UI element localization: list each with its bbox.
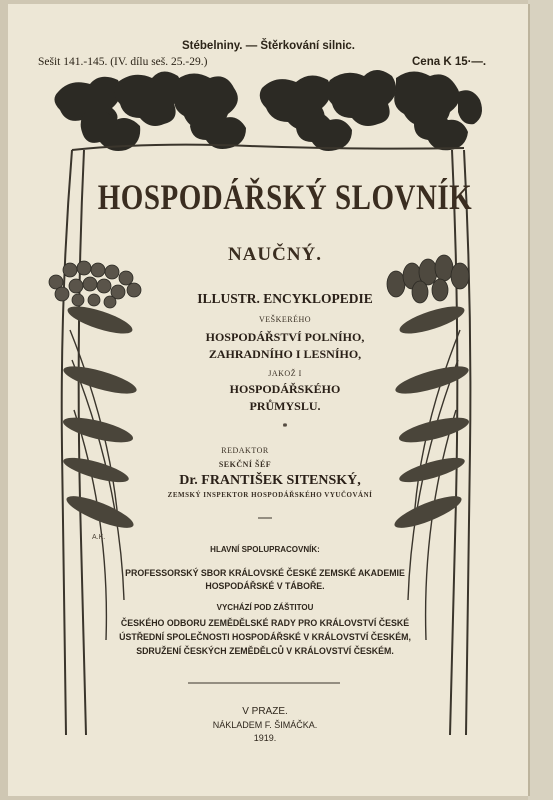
descr-line5: JAKOŽ I [268, 369, 302, 378]
grape-leaves-left-icon [54, 71, 246, 151]
imprint-publisher: NÁKLADEM F. ŠIMÁČKA. [212, 720, 318, 730]
editor-role: ZEMSKÝ INSPEKTOR HOSPODÁŘSKÉHO VYUČOVÁNÍ [167, 491, 373, 499]
ornament-rules [188, 518, 340, 683]
descr-line7: PRŮMYSLU. [249, 399, 321, 413]
descr-line3: HOSPODÁŘSTVÍ POLNÍHO, [205, 330, 365, 344]
collab-line2: HOSPODÁŘSKÉ V TÁBOŘE. [205, 581, 325, 591]
ornament-star-icon: * [282, 422, 288, 433]
header-price: Cena K 15·—. [412, 56, 487, 68]
patron-line3: SDRUŽENÍ ČESKÝCH ZEMĚDĚLCŮ V KRÁLOVSTVÍ ČESKÉM. [136, 646, 394, 656]
patron-line1: ČESKÉHO ODBORU ZEMĚDĚLSKÉ RADY PRO KRÁLOVSTVÍ ČESKÉ [120, 618, 410, 628]
editor-rank: SEKČNÍ ŠÉF [218, 460, 272, 469]
page-title: HOSPODÁŘSKÝ SLOVNÍK [97, 177, 473, 218]
header-issue: Sešit 141.-145. (IV. dílu seš. 25.-29.) [38, 56, 208, 68]
imprint-place: V PRAZE. [242, 706, 288, 717]
collab-line1: PROFESSORSKÝ SBOR KRÁLOVSKÉ ČESKÉ ZEMSKÉ AKADEMIE [125, 568, 405, 578]
imprint-year: 1919. [253, 733, 277, 743]
editor-name: Dr. FRANTIŠEK SITENSKÝ, [179, 473, 361, 488]
grape-cluster-icon [49, 261, 141, 308]
descr-line2: VEŠKERÉHO [258, 315, 312, 324]
descr-line6: HOSPODÁŘSKÉHO [229, 382, 341, 396]
patron-label: VYCHÁZÍ POD ZÁŠTITOU [216, 603, 314, 612]
illustrator-signature: A.K. [92, 534, 106, 541]
editor-label: REDAKTOR [221, 446, 269, 455]
header-topics: Stébelniny. — Štěrkování silnic. [182, 40, 355, 52]
collab-label: HLAVNÍ SPOLUPRACOVNÍK: [210, 545, 320, 554]
descr-line1: ILLUSTR. ENCYKLOPEDIE [197, 291, 373, 306]
page-subtitle: NAUČNÝ. [227, 244, 323, 265]
grape-leaves-right-icon [260, 70, 482, 151]
patron-line2: ÚSTŘEDNÍ SPOLEČNOSTI HOSPODÁŘSKÉ V KRÁLOVSTVÍ ČESKÉM, [119, 632, 411, 642]
descr-line4: ZAHRADNÍHO I LESNÍHO, [208, 347, 362, 361]
